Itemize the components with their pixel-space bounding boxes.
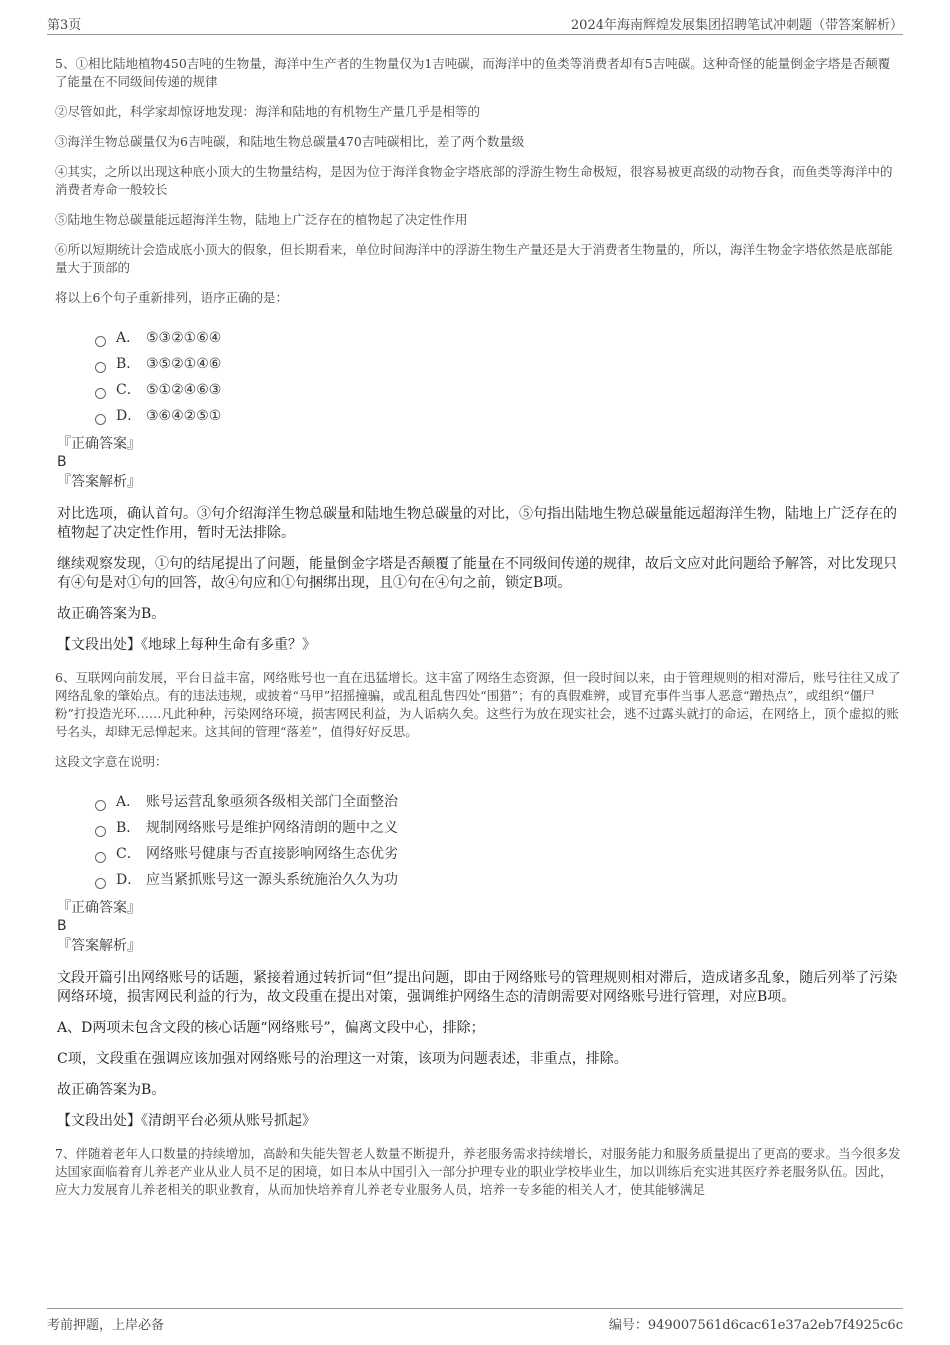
option-c[interactable] (95, 377, 902, 403)
option-c[interactable] (95, 841, 902, 867)
option-letter: B． (116, 356, 141, 372)
page-header (47, 12, 903, 35)
question-7 (55, 1145, 902, 1199)
option-letter: A． (116, 330, 141, 346)
sentence-1: 5、①相比陆地植物450吉吨的生物量，海洋中生产者的生物量仅为1吉吨碳，而海洋中的鱼类等消费者却有5吉吨碳。这种奇怪的能量倒金字塔是否颠覆了能量在不同级间传递的规律 (55, 56, 891, 89)
option-d[interactable] (95, 867, 902, 893)
sentence-5: ⑤陆地生物总碳量能远超海洋生物，陆地上广泛存在的植物起了决定性作用 (55, 212, 468, 227)
option-text: ⑤①②④⑥③ (146, 382, 222, 398)
radio-button[interactable] (95, 414, 106, 425)
radio-button[interactable] (95, 826, 106, 837)
source-citation: 【文段出处】《清朗平台必须从账号抓起》 (57, 1113, 316, 1129)
radio-button[interactable] (95, 852, 106, 863)
analysis-label: 『答案解析』 (57, 938, 141, 954)
answer-value: B (57, 918, 67, 934)
option-b[interactable] (95, 351, 902, 377)
page-footer (47, 1308, 903, 1331)
sentence-2: ②尽管如此，科学家却惊讶地发现：海洋和陆地的有机物生产量几乎是相等的 (55, 104, 481, 119)
question-text: 6、互联网向前发展，平台日益丰富，网络账号也一直在迅猛增长。这丰富了网络生态资源，但一段时间以来，由于管理规则的相对滞后，账号往往又成了网络乱象的肇始点。有的违法违规，或披着“马甲”招摇撞骗，或乱租乱售四处“围猎”；有的真假难辨，或冒充事件当事人恶意“蹭热点”，或组织“僵尸粉”打投造光环……凡此种种，污染网络环境，损害网民利益，为人诟病久矣。这些行为放在现实社会，逃不过露头就打的命运，在网络上，顶个虚拟的账号名头，却肆无忌惮起来。这其间的管理“落差”，值得好好反思。 (55, 670, 901, 739)
option-text: ③⑤②①④⑥ (146, 356, 222, 372)
page-number: 第3页 (47, 18, 82, 33)
document-title: 2024年海南辉煌发展集团招聘笔试冲刺题（带答案解析） (570, 18, 903, 33)
question-5 (55, 55, 902, 655)
analysis-paragraph: 故正确答案为B。 (57, 1082, 166, 1098)
radio-button[interactable] (95, 800, 106, 811)
question-text: 7、伴随着老年人口数量的持续增加，高龄和失能失智老人数量不断提升，养老服务需求持续增长，对服务能力和服务质量提出了更高的要求。当今很多发达国家面临着育儿养老产业从业人员不足的困境，如日本从中国引入一部分护理专业的职业学校毕业生，加以训练后充实进其医疗养老服务队伍。因此，应大力发展育儿养老相关的职业教育，从而加快培养育儿养老专业服务人员，培养一专多能的相关人才，使其能够满足 (55, 1146, 901, 1197)
document-id: 编号：949007561d6cac61e37a2eb7f4925c6c (608, 1318, 903, 1333)
analysis-paragraph: C项，文段重在强调应该加强对网络账号的治理这一对策，该项为问题表述，非重点，排除。 (57, 1051, 628, 1067)
option-letter: C． (116, 846, 141, 862)
radio-button[interactable] (95, 388, 106, 399)
options-list (95, 789, 902, 893)
option-text: 应当紧抓账号这一源头系统施治久久为功 (146, 872, 398, 888)
radio-button[interactable] (95, 362, 106, 373)
analysis-paragraph: 对比选项，确认首句。③句介绍海洋生物总碳量和陆地生物总碳量的对比，⑤句指出陆地生物总碳量能远超海洋生物，陆地上广泛存在的植物起了决定性作用，暂时无法排除。 (57, 506, 897, 541)
footer-slogan: 考前押题，上岸必备 (47, 1318, 165, 1333)
option-text: 网络账号健康与否直接影响网络生态优劣 (146, 846, 398, 862)
question-6 (55, 669, 902, 1131)
option-a[interactable] (95, 789, 902, 815)
option-text: 规制网络账号是维护网络清朗的题中之义 (146, 820, 398, 836)
document-body (55, 55, 902, 1211)
analysis-paragraph: 故正确答案为B。 (57, 606, 166, 622)
option-letter: B． (116, 820, 141, 836)
option-a[interactable] (95, 325, 902, 351)
answer-label: 『正确答案』 (57, 900, 141, 916)
option-text: ③⑥④②⑤① (146, 408, 222, 424)
source-citation: 【文段出处】《地球上每种生命有多重？》 (57, 637, 316, 653)
radio-button[interactable] (95, 878, 106, 889)
analysis-paragraph: A、D两项未包含文段的核心话题“网络账号”，偏离文段中心，排除； (57, 1020, 485, 1036)
option-letter: C． (116, 382, 141, 398)
sentence-3: ③海洋生物总碳量仅为6吉吨碳，和陆地生物总碳量470吉吨碳相比，差了两个数量级 (55, 134, 525, 149)
question-stem: 将以上6个句子重新排列，语序正确的是： (55, 290, 288, 305)
radio-button[interactable] (95, 336, 106, 347)
answer-label: 『正确答案』 (57, 436, 141, 452)
option-letter: A． (116, 794, 141, 810)
option-letter: D． (116, 408, 142, 424)
answer-value: B (57, 454, 67, 470)
analysis-label: 『答案解析』 (57, 474, 141, 490)
option-text: 账号运营乱象亟须各级相关部门全面整治 (146, 794, 398, 810)
option-b[interactable] (95, 815, 902, 841)
option-d[interactable] (95, 403, 902, 429)
sentence-6: ⑥所以短期统计会造成底小顶大的假象，但长期看来，单位时间海洋中的浮游生物生产量还是大于消费者生物量的，所以，海洋生物金字塔依然是底部能量大于顶部的 (55, 242, 893, 275)
sentence-4: ④其实，之所以出现这种底小顶大的生物量结构，是因为位于海洋食物金字塔底部的浮游生物生命极短，很容易被更高级的动物吞食，而鱼类等海洋中的消费者寿命一般较长 (55, 164, 893, 197)
option-text: ⑤③②①⑥④ (146, 330, 222, 346)
question-stem: 这段文字意在说明： (55, 754, 168, 769)
options-list (95, 325, 902, 429)
analysis-paragraph: 继续观察发现，①句的结尾提出了问题，能量倒金字塔是否颠覆了能量在不同级间传递的规律，故后文应对此问题给予解答，对比发现只有④句是对①句的回答，故④句应和①句捆绑出现，且①句在④句之前，锁定B项。 (57, 556, 897, 591)
analysis-paragraph: 文段开篇引出网络账号的话题，紧接着通过转折词“但”提出问题，即由于网络账号的管理规则相对滞后，造成诸多乱象，随后列举了污染网络环境，损害网民利益的行为，故文段重在提出对策，强调维护网络生态的清朗需要对网络账号进行管理，对应B项。 (57, 970, 898, 1005)
option-letter: D． (116, 872, 142, 888)
